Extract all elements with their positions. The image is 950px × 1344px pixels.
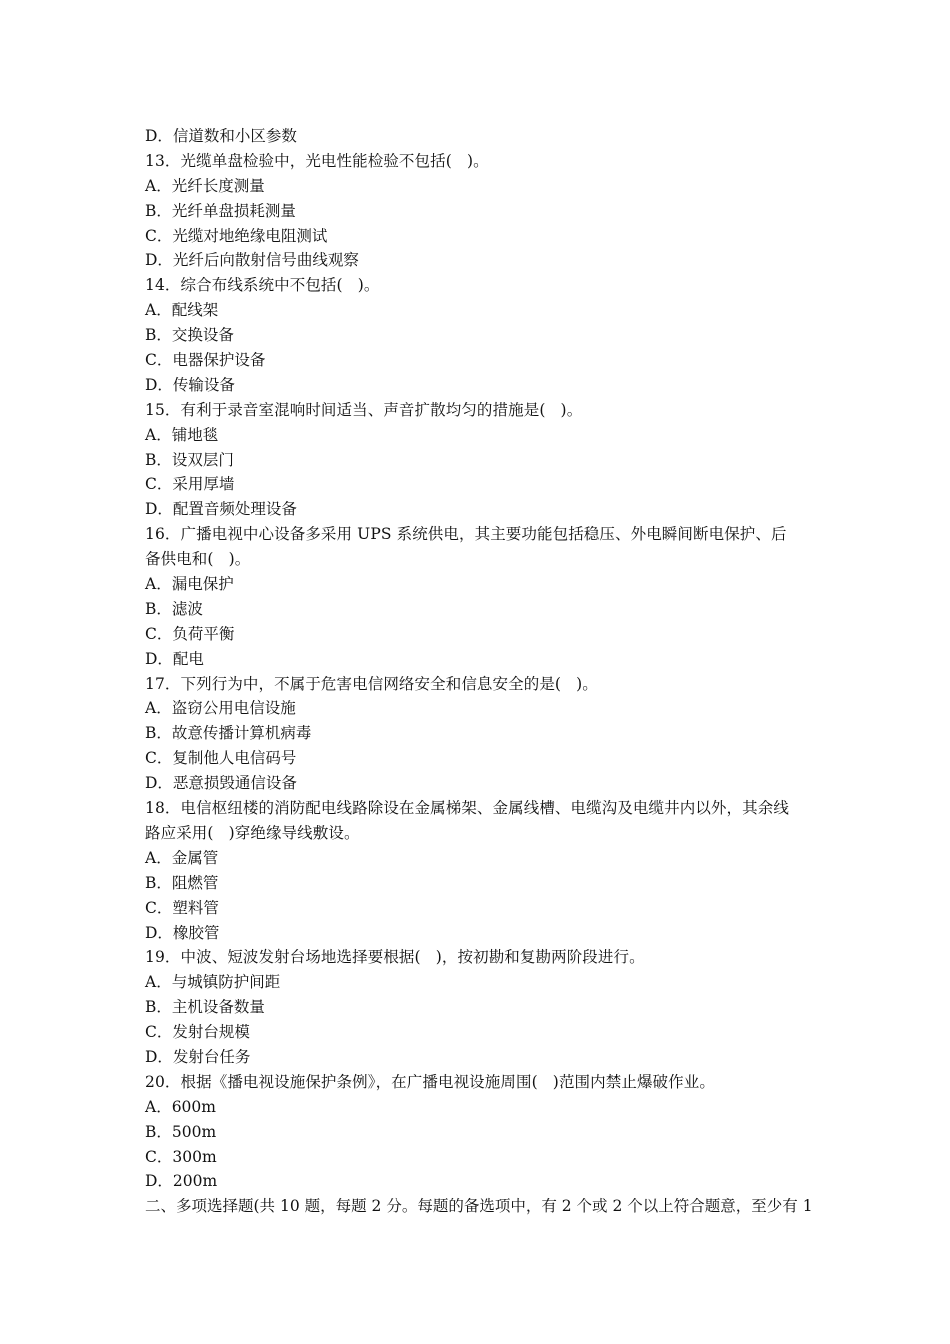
option-c-q19: C．发射台规模 — [145, 1023, 250, 1042]
option-a-q18: A．金属管 — [145, 848, 219, 867]
option-d-q17: D．恶意损毁通信设备 — [145, 774, 297, 793]
option-c-q16: C．负荷平衡 — [145, 624, 235, 643]
question-17: 17．下列行为中，不属于危害电信网络安全和信息安全的是( )。 — [145, 674, 598, 693]
option-c-q20: C．300m — [145, 1147, 217, 1166]
question-15: 15．有利于录音室混响时间适当、声音扩散均匀的措施是( )。 — [145, 400, 583, 419]
option-a-q20: A．600m — [145, 1097, 216, 1116]
option-d-q19: D．发射台任务 — [145, 1047, 251, 1066]
option-a-q17: A．盗窃公用电信设施 — [145, 699, 296, 718]
option-a-q19: A．与城镇防护间距 — [145, 973, 281, 992]
option-d-q12: D．信道数和小区参数 — [145, 127, 297, 145]
option-c-q15: C．采用厚墙 — [145, 475, 235, 494]
option-a-q14: A．配线架 — [145, 301, 219, 320]
question-19: 19．中波、短波发射台场地选择要根据( )，按初勘和复勘两阶段进行。 — [145, 948, 645, 967]
option-a-q13: A．光纤长度测量 — [145, 176, 265, 195]
option-d-q14: D．传输设备 — [145, 375, 235, 394]
option-b-q18: B．阻燃管 — [145, 873, 219, 892]
section-heading-multiple-choice: 二、多项选择题(共 10 题，每题 2 分。每题的备选项中，有 2 个或 2 个以上符合题意，至少有 1 — [145, 1197, 813, 1216]
option-a-q15: A．铺地毯 — [145, 425, 219, 444]
question-14: 14．综合布线系统中不包括( )。 — [145, 276, 380, 295]
option-a-q16: A．漏电保护 — [145, 575, 234, 594]
option-d-q15: D．配置音频处理设备 — [145, 500, 297, 519]
question-16-line-1: 16．广播电视中心设备多采用 UPS 系统供电，其主要功能包括稳压、外电瞬间断电保护、后 — [145, 525, 787, 544]
question-20: 20．根据《播电视设施保护条例》，在广播电视设施周围( )范围内禁止爆破作业。 — [145, 1072, 715, 1091]
question-18-line-2: 路应采用( )穿绝缘导线敷设。 — [145, 823, 360, 842]
option-d-q20: D．200m — [145, 1172, 218, 1191]
option-b-q20: B．500m — [145, 1122, 217, 1141]
question-18-line-1: 18．电信枢纽楼的消防配电线路除设在金属梯架、金属线槽、电缆沟及电缆井内以外，其余线 — [145, 799, 789, 818]
option-c-q14: C．电器保护设备 — [145, 351, 266, 370]
option-d-q16: D．配电 — [145, 649, 204, 668]
option-b-q14: B．交换设备 — [145, 326, 234, 345]
question-13: 13．光缆单盘检验中，光电性能检验不包括( )。 — [145, 151, 489, 170]
option-b-q17: B．故意传播计算机病毒 — [145, 724, 312, 743]
option-b-q19: B．主机设备数量 — [145, 998, 265, 1017]
option-c-q13: C．光缆对地绝缘电阻测试 — [145, 226, 328, 245]
option-c-q18: C．塑料管 — [145, 898, 219, 917]
document-page — [145, 124, 815, 1219]
option-b-q15: B．设双层门 — [145, 450, 234, 469]
question-16-line-2: 备供电和( )。 — [145, 550, 251, 569]
option-b-q16: B．滤波 — [145, 599, 203, 618]
option-d-q18: D．橡胶管 — [145, 923, 220, 942]
option-b-q13: B．光纤单盘损耗测量 — [145, 201, 296, 220]
option-d-q13: D．光纤后向散射信号曲线观察 — [145, 251, 359, 270]
option-c-q17: C．复制他人电信码号 — [145, 749, 297, 768]
